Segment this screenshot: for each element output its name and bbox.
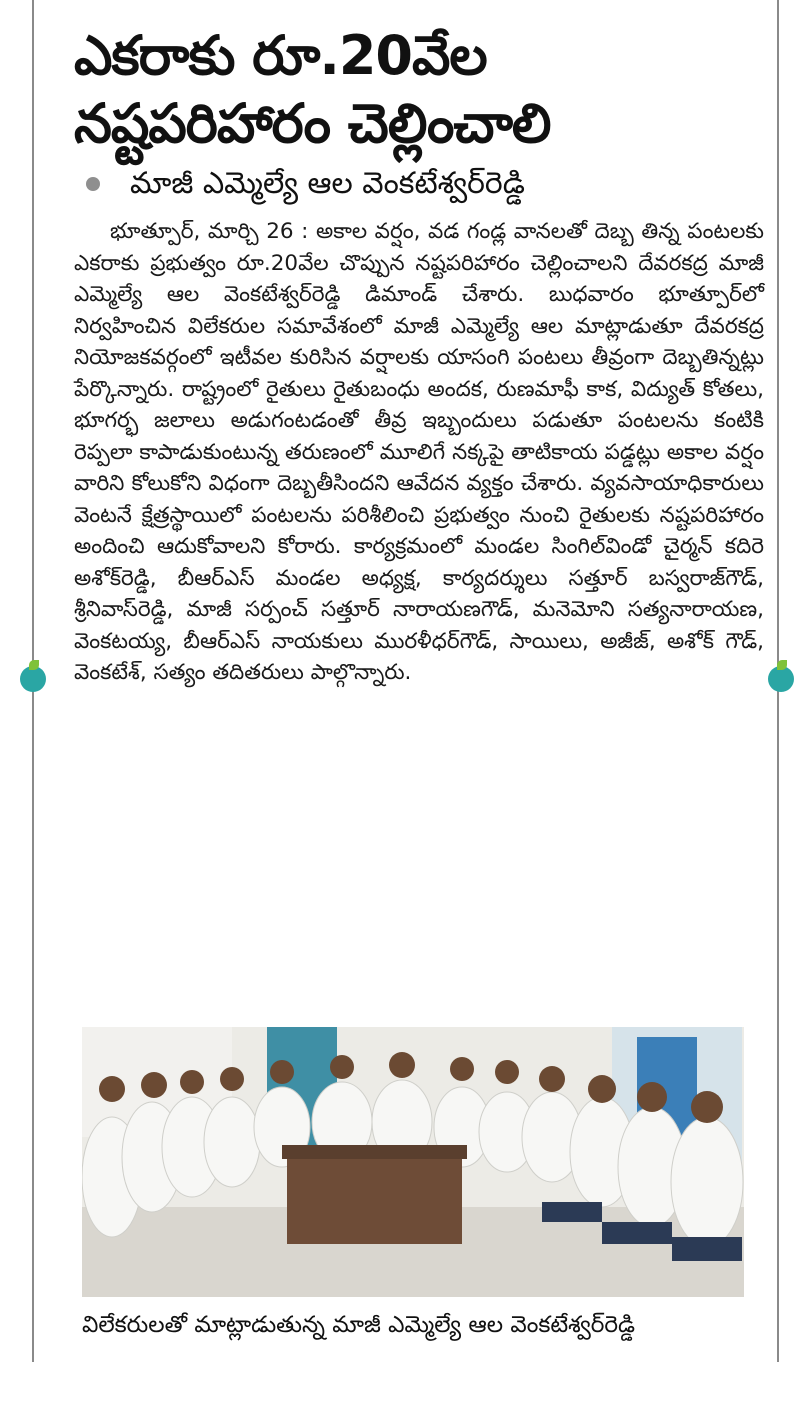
article-body: భూత్పూర్, మార్చి 26 : అకాల వర్షం, వడ గండ్ల వానలతో దెబ్బ తిన్న పంటలకు ఎకరాకు ప్రభుత్వం రూ.20వేల చొప్పున నష్టపరిహారం చెల్లించాలని దేవరకద్ర మాజీ ఎమ్మెల్యే ఆల వెంకటేశ్వర్‌రెడ్డి డిమాండ్ చేశారు. బుధవారం భూత్పూర్‌లో నిర్వహించిన విలేకరుల సమావేశంలో మాజీ ఎమ్మెల్యే ఆల మాట్లాడుతూ దేవరకద్ర నియోజకవర్గంలో ఇటీవల కురిసిన వర్షాలకు యాసంగి పంటలు తీవ్రంగా దెబ్బతిన్నట్లు పేర్కొన్నారు. రాష్ట్రంలో రైతులు రైతుబంధు అందక, రుణమాఫీ కాక, విద్యుత్ కోతలు, భూగర్భ జలాలు అడుగంటడంతో తీవ్ర ఇబ్బందులు పడుతూ పంటలను కంటికి రెప్పలా కాపాడుకుంటున్న తరుణంలో మూలిగే నక్కపై తాటికాయ పడ్డట్లు అకాల వర్షం వారిని కోలుకోని విధంగా దెబ్బతీసిందని ఆవేదన వ్యక్తం చేశారు. వ్యవసాయాధికారులు వెంటనే క్షేత్రస్థాయిలో పంటలను పరిశీలించి ప్రభుత్వం నుంచి రైతులకు నష్టపరిహారం అందించి ఆదుకోవాలని కోరారు. కార్యక్రమంలో మండల సింగిల్‌విండో చైర్మన్ కదిరె అశోక్‌రెడ్డి, బీఆర్‌ఎస్ మండల అధ్యక్ష, కార్యదర్శులు సత్తూర్ బస్వరాజ్‌గౌడ్, శ్రీనివాస్‌రెడ్డి, మాజీ సర్పంచ్ సత్తూర్ నారాయణగౌడ్, మనెమోని సత్యనారాయణ, వెంకటయ్య, బీఆర్‌ఎస్ నాయకులు మురళీధర్‌గౌడ్, సాయిలు, అజీజ్, అశోక్ గౌడ్, వెంకటేశ్, సత్యం తదితరులు పాల్గొన్నారు. <box>74 219 765 685</box>
headline <box>74 22 764 158</box>
news-photo <box>82 1027 744 1297</box>
registration-mark-icon <box>20 666 46 692</box>
news-clipping <box>62 0 764 1362</box>
headline-line-1: ఎకరాకు రూ.20వేల <box>74 24 487 87</box>
kicker <box>86 162 764 206</box>
kicker-text: మాజీ ఎమ్మెల్యే ఆల వెంకటేశ్వర్‌రెడ్డి <box>130 166 525 201</box>
registration-mark-icon <box>768 666 794 692</box>
bullet-icon <box>86 177 100 191</box>
headline-line-2: నష్టపరిహారం చెల్లించాలి <box>74 92 551 155</box>
photo-caption: విలేకరులతో మాట్లాడుతున్న మాజీ ఎమ్మెల్యే ఆల వెంకటేశ్వర్‌రెడ్డి <box>82 1312 636 1338</box>
